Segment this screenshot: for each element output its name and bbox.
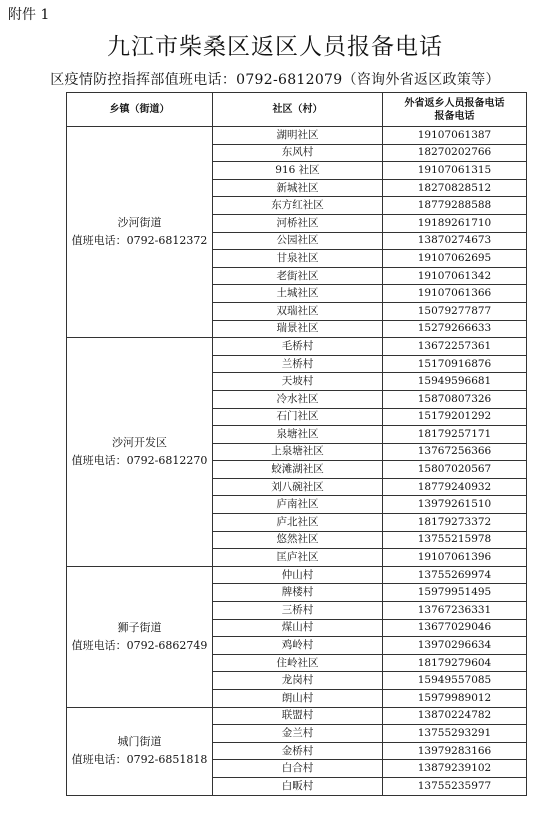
community-cell: 双瑞社区 xyxy=(213,302,383,320)
phone-cell: 18779240932 xyxy=(383,478,527,496)
table-row xyxy=(67,707,527,725)
town-cell xyxy=(67,707,213,795)
community-cell: 匡庐社区 xyxy=(213,549,383,567)
town-cell xyxy=(67,566,213,707)
community-cell: 毛桥村 xyxy=(213,338,383,356)
phone-cell: 13767236331 xyxy=(383,602,527,620)
phone-cell: 13870274673 xyxy=(383,232,527,250)
attachment-label: 附件 1 xyxy=(8,7,50,23)
table-body xyxy=(67,127,527,796)
phone-cell: 13979261510 xyxy=(383,496,527,514)
phone-cell: 15807020567 xyxy=(383,461,527,479)
phone-cell: 13755235977 xyxy=(383,777,527,795)
table-row xyxy=(67,566,527,584)
community-cell: 公园社区 xyxy=(213,232,383,250)
phone-cell: 15979989012 xyxy=(383,690,527,708)
phone-cell: 13979283166 xyxy=(383,742,527,760)
table-header-row xyxy=(67,93,527,127)
community-cell: 上泉塘社区 xyxy=(213,443,383,461)
community-cell: 金兰村 xyxy=(213,725,383,743)
contact-table xyxy=(66,92,527,796)
phone-cell: 18270202766 xyxy=(383,144,527,162)
town-duty-phone: 值班电话：0792-6812270 xyxy=(71,453,208,467)
phone-cell: 15179201292 xyxy=(383,408,527,426)
phone-cell: 19107061387 xyxy=(383,127,527,145)
community-cell: 刘八碗社区 xyxy=(213,478,383,496)
community-cell: 白合村 xyxy=(213,760,383,778)
header-phone-line1: 外省返乡人员报备电话 xyxy=(404,97,505,109)
town-duty-phone: 值班电话：0792-6851818 xyxy=(71,753,208,767)
phone-cell: 15170916876 xyxy=(383,355,527,373)
hotline-subtitle: 区疫情防控指挥部值班电话：0792-6812079（咨询外省返区政策等） xyxy=(50,72,500,88)
phone-cell: 18779288588 xyxy=(383,197,527,215)
phone-cell: 18270828512 xyxy=(383,179,527,197)
header-phone-line2: 报备电话 xyxy=(434,110,475,122)
phone-cell: 19107061315 xyxy=(383,162,527,180)
phone-cell: 13767256366 xyxy=(383,443,527,461)
community-cell: 鸡岭村 xyxy=(213,637,383,655)
community-cell: 庐南社区 xyxy=(213,496,383,514)
phone-cell: 19107061342 xyxy=(383,267,527,285)
community-cell: 龙岗村 xyxy=(213,672,383,690)
community-cell: 蛟滩湖社区 xyxy=(213,461,383,479)
community-cell: 兰桥村 xyxy=(213,355,383,373)
phone-cell: 19107061366 xyxy=(383,285,527,303)
community-cell: 天坡村 xyxy=(213,373,383,391)
town-cell xyxy=(67,338,213,567)
town-duty-phone: 值班电话：0792-6812372 xyxy=(71,234,208,248)
community-cell: 煤山村 xyxy=(213,619,383,637)
phone-cell: 19107062695 xyxy=(383,250,527,268)
community-cell: 庐北社区 xyxy=(213,514,383,532)
phone-cell: 13970296634 xyxy=(383,637,527,655)
phone-cell: 15279266633 xyxy=(383,320,527,338)
community-cell: 朗山村 xyxy=(213,690,383,708)
community-cell: 泉塘社区 xyxy=(213,426,383,444)
phone-cell: 13755269974 xyxy=(383,566,527,584)
community-cell: 仲山村 xyxy=(213,566,383,584)
header-community: 社区（村） xyxy=(213,93,383,127)
community-cell: 三桥村 xyxy=(213,602,383,620)
community-cell: 东方红社区 xyxy=(213,197,383,215)
community-cell: 916 社区 xyxy=(213,162,383,180)
phone-cell: 18179273372 xyxy=(383,514,527,532)
phone-cell: 13879239102 xyxy=(383,760,527,778)
community-cell: 东风村 xyxy=(213,144,383,162)
table-row xyxy=(67,338,527,356)
community-cell: 甘泉社区 xyxy=(213,250,383,268)
phone-cell: 13755293291 xyxy=(383,725,527,743)
phone-cell: 13755215978 xyxy=(383,531,527,549)
phone-cell: 15870807326 xyxy=(383,390,527,408)
page-title: 九江市柴桑区返区人员报备电话 xyxy=(107,34,443,60)
community-cell: 金桥村 xyxy=(213,742,383,760)
community-cell: 住岭社区 xyxy=(213,654,383,672)
community-cell: 白畈村 xyxy=(213,777,383,795)
community-cell: 联盟村 xyxy=(213,707,383,725)
phone-cell: 13870224782 xyxy=(383,707,527,725)
town-name: 沙河开发区 xyxy=(112,435,167,449)
phone-cell: 15979951495 xyxy=(383,584,527,602)
town-duty-phone: 值班电话：0792-6862749 xyxy=(71,638,208,652)
community-cell: 悠然社区 xyxy=(213,531,383,549)
phone-cell: 19189261710 xyxy=(383,214,527,232)
table-row xyxy=(67,127,527,145)
community-cell: 土城社区 xyxy=(213,285,383,303)
community-cell: 石门社区 xyxy=(213,408,383,426)
header-phone xyxy=(383,93,527,127)
community-cell: 湖明社区 xyxy=(213,127,383,145)
town-name: 狮子街道 xyxy=(117,620,162,634)
phone-cell: 15949557085 xyxy=(383,672,527,690)
phone-cell: 18179279604 xyxy=(383,654,527,672)
community-cell: 冷水社区 xyxy=(213,390,383,408)
community-cell: 牌楼村 xyxy=(213,584,383,602)
community-cell: 老街社区 xyxy=(213,267,383,285)
phone-cell: 13672257361 xyxy=(383,338,527,356)
town-name: 沙河街道 xyxy=(117,216,162,230)
phone-cell: 13677029046 xyxy=(383,619,527,637)
town-cell xyxy=(67,127,213,338)
phone-cell: 15079277877 xyxy=(383,302,527,320)
community-cell: 新城社区 xyxy=(213,179,383,197)
town-name: 城门街道 xyxy=(117,735,162,749)
community-cell: 瑞景社区 xyxy=(213,320,383,338)
phone-cell: 18179257171 xyxy=(383,426,527,444)
phone-cell: 19107061396 xyxy=(383,549,527,567)
header-town: 乡镇（街道） xyxy=(67,93,213,127)
community-cell: 河桥社区 xyxy=(213,214,383,232)
phone-cell: 15949596681 xyxy=(383,373,527,391)
